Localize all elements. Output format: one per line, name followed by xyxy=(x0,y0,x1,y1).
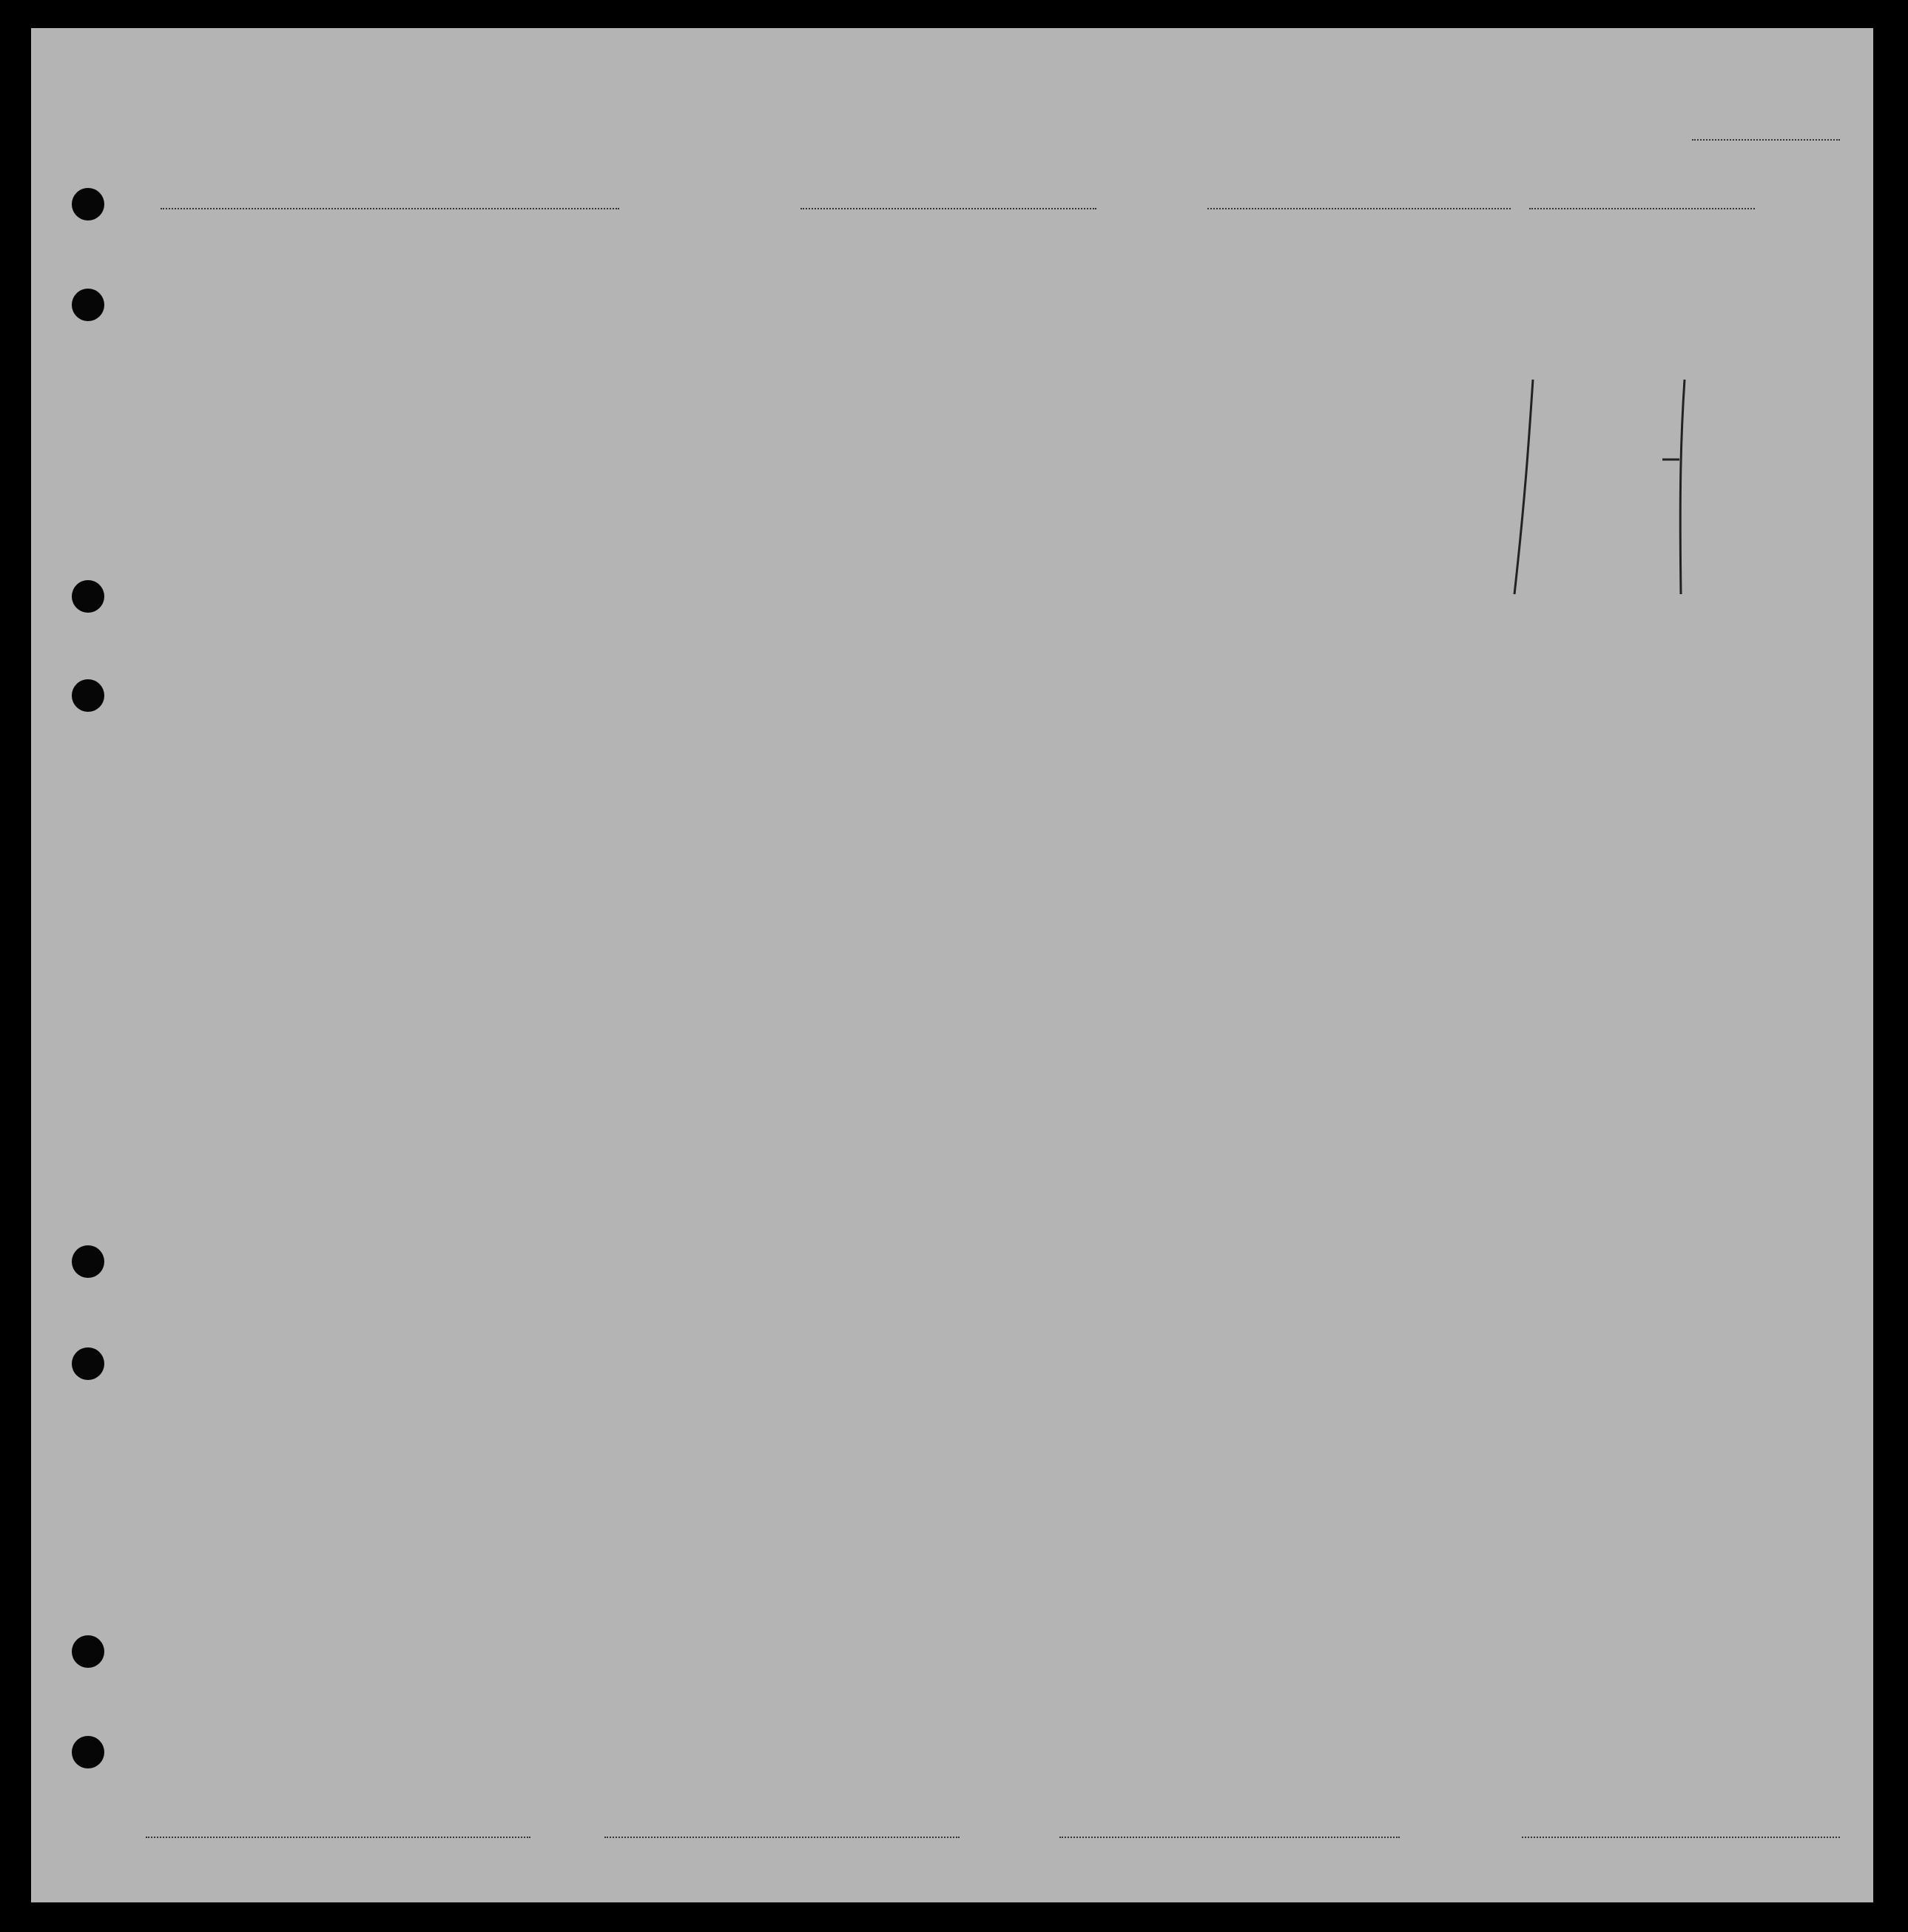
handwritten-ditto-stroke xyxy=(1659,376,1703,598)
col4-header xyxy=(703,222,845,238)
footer-officer-field xyxy=(1522,1837,1840,1838)
col2-header xyxy=(144,222,600,229)
footer-owners-field xyxy=(604,1837,960,1838)
col10-header xyxy=(1465,222,1635,229)
col1-header xyxy=(105,222,148,231)
handwritten-ditto-stroke xyxy=(1503,376,1548,598)
manifest-sheet xyxy=(31,28,1873,1902)
footer-agents-field xyxy=(1059,1837,1400,1838)
manifest-grid xyxy=(31,28,1873,1902)
col11-header xyxy=(1635,222,1804,231)
col5-header xyxy=(845,222,1051,231)
col3-header xyxy=(600,222,703,231)
col6-header xyxy=(1051,222,1115,228)
footer-line-field xyxy=(146,1837,530,1838)
col7-header xyxy=(1115,222,1235,228)
